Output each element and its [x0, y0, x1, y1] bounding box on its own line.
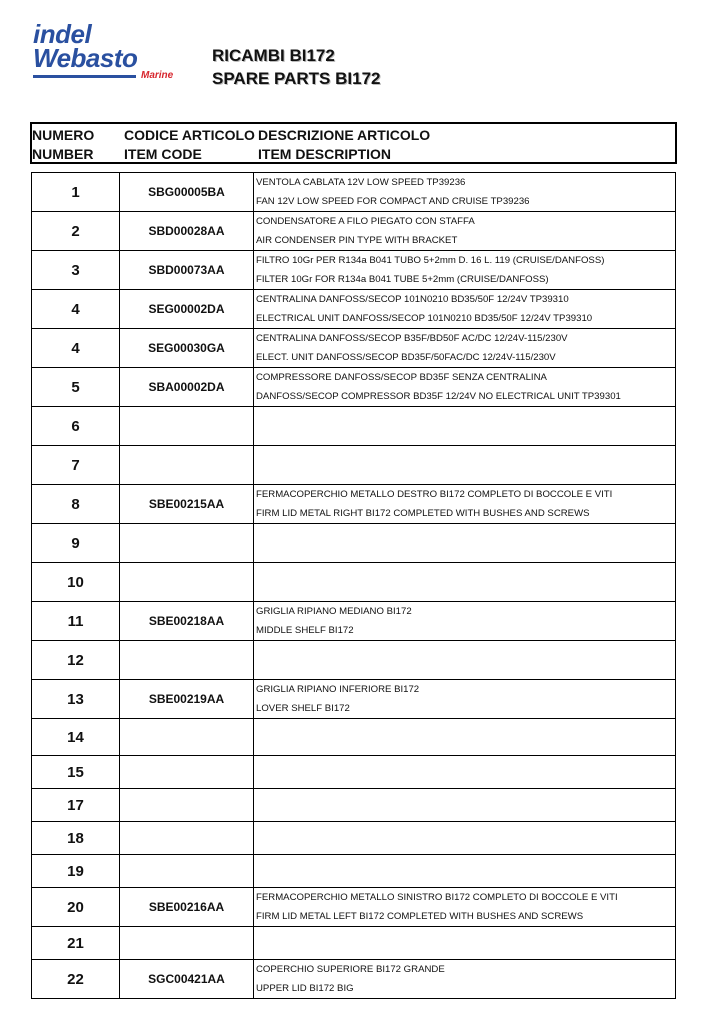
item-code: SBE00216AA: [120, 888, 254, 927]
header-desc-en: ITEM DESCRIPTION: [258, 146, 392, 162]
item-code: SEG00030GA: [120, 329, 254, 368]
header-code: [124, 126, 257, 164]
item-code: [120, 446, 254, 485]
table-row: [32, 290, 676, 329]
description-english: FILTER 10Gr FOR R134a B041 TUBE 5+2mm (CRUISE/DANFOSS): [256, 274, 549, 285]
item-code: [120, 789, 254, 822]
item-number: 4: [32, 290, 120, 329]
item-description: [254, 485, 676, 524]
description-english: ELECT. UNIT DANFOSS/SECOP BD35F/50FAC/DC 12/24V-115/230V: [256, 352, 556, 363]
item-description: [254, 329, 676, 368]
table-row: [32, 756, 676, 789]
description-english: ELECTRICAL UNIT DANFOSS/SECOP 101N0210 BD35/50F 12/24V TP39310: [256, 313, 593, 324]
item-code: [120, 855, 254, 888]
description-english: DANFOSS/SECOP COMPRESSOR BD35F 12/24V NO ELECTRICAL UNIT TP39301: [256, 391, 621, 402]
description-italian: COPERCHIO SUPERIORE BI172 GRANDE: [256, 964, 445, 975]
item-description: [254, 756, 676, 789]
item-number: 14: [32, 719, 120, 756]
item-number: 17: [32, 789, 120, 822]
table-row: [32, 251, 676, 290]
table-row: [32, 960, 676, 999]
item-number: 1: [32, 173, 120, 212]
item-number: 2: [32, 212, 120, 251]
title-english: SPARE PARTS BI172: [212, 69, 381, 88]
item-code: [120, 563, 254, 602]
title-italian: RICAMBI BI172: [212, 46, 335, 65]
item-number: 15: [32, 756, 120, 789]
item-number: 20: [32, 888, 120, 927]
item-description: [254, 212, 676, 251]
table-row: [32, 212, 676, 251]
column-header: [30, 122, 677, 164]
description-italian: VENTOLA CABLATA 12V LOW SPEED TP39236: [256, 177, 466, 188]
item-code: [120, 407, 254, 446]
description-english: AIR CONDENSER PIN TYPE WITH BRACKET: [256, 235, 458, 246]
description-italian: FERMACOPERCHIO METALLO SINISTRO BI172 COMPLETO DI BOCCOLE E VITI: [256, 892, 618, 903]
header-desc-it: DESCRIZIONE ARTICOLO: [258, 127, 431, 143]
page-title: [212, 44, 380, 90]
item-code: SBD00028AA: [120, 212, 254, 251]
item-number: 6: [32, 407, 120, 446]
item-code: [120, 756, 254, 789]
item-description: [254, 719, 676, 756]
logo-underline: [33, 75, 136, 78]
item-code: [120, 641, 254, 680]
description-english: LOVER SHELF BI172: [256, 703, 350, 714]
item-description: [254, 173, 676, 212]
table-row: [32, 173, 676, 212]
table-row: [32, 446, 676, 485]
item-number: 18: [32, 822, 120, 855]
description-italian: FERMACOPERCHIO METALLO DESTRO BI172 COMPLETO DI BOCCOLE E VITI: [256, 489, 613, 500]
item-description: [254, 368, 676, 407]
description-english: FIRM LID METAL LEFT BI172 COMPLETED WITH BUSHES AND SCREWS: [256, 911, 584, 922]
item-number: 19: [32, 855, 120, 888]
item-number: 12: [32, 641, 120, 680]
logo-line-webasto: Webasto: [33, 43, 138, 73]
item-code: [120, 927, 254, 960]
table-row: [32, 927, 676, 960]
item-description: [254, 524, 676, 563]
description-italian: CONDENSATORE A FILO PIEGATO CON STAFFA: [256, 216, 475, 227]
header-number-it: NUMERO: [32, 127, 95, 143]
description-english: FIRM LID METAL RIGHT BI172 COMPLETED WITH BUSHES AND SCREWS: [256, 508, 590, 519]
logo-line-indel: indel: [33, 19, 92, 49]
item-number: 21: [32, 927, 120, 960]
item-description: [254, 563, 676, 602]
header-code-en: ITEM CODE: [124, 146, 202, 162]
item-description: [254, 251, 676, 290]
item-description: [254, 602, 676, 641]
table-row: [32, 719, 676, 756]
item-description: [254, 960, 676, 999]
logo-tagline: Marine: [141, 70, 174, 81]
item-code: SGC00421AA: [120, 960, 254, 999]
description-english: FAN 12V LOW SPEED FOR COMPACT AND CRUISE TP39236: [256, 196, 530, 207]
table-row: [32, 602, 676, 641]
item-description: [254, 680, 676, 719]
item-number: 10: [32, 563, 120, 602]
item-number: 13: [32, 680, 120, 719]
item-number: 3: [32, 251, 120, 290]
description-english: MIDDLE SHELF BI172: [256, 625, 354, 636]
item-code: [120, 524, 254, 563]
header-number-en: NUMBER: [32, 146, 94, 162]
item-code: SEG00002DA: [120, 290, 254, 329]
item-code: SBA00002DA: [120, 368, 254, 407]
item-description: [254, 290, 676, 329]
description-italian: CENTRALINA DANFOSS/SECOP B35F/BD50F AC/DC 12/24V-115/230V: [256, 333, 568, 344]
item-code: SBD00073AA: [120, 251, 254, 290]
item-number: 8: [32, 485, 120, 524]
item-description: [254, 641, 676, 680]
table-row: [32, 641, 676, 680]
item-number: 5: [32, 368, 120, 407]
description-italian: CENTRALINA DANFOSS/SECOP 101N0210 BD35/50F 12/24V TP39310: [256, 294, 569, 305]
item-description: [254, 446, 676, 485]
description-italian: GRIGLIA RIPIANO INFERIORE BI172: [256, 684, 420, 695]
description-italian: COMPRESSORE DANFOSS/SECOP BD35F SENZA CENTRALINA: [256, 372, 547, 383]
brand-logo: [33, 20, 183, 84]
table-row: [32, 888, 676, 927]
item-description: [254, 888, 676, 927]
item-description: [254, 822, 676, 855]
item-description: [254, 407, 676, 446]
description-english: UPPER LID BI172 BIG: [256, 983, 354, 994]
item-description: [254, 789, 676, 822]
item-description: [254, 855, 676, 888]
table-row: [32, 789, 676, 822]
table-row: [32, 407, 676, 446]
table-row: [32, 329, 676, 368]
item-description: [254, 927, 676, 960]
item-code: [120, 822, 254, 855]
item-number: 7: [32, 446, 120, 485]
header-number: [32, 126, 122, 164]
table-row: [32, 524, 676, 563]
header-code-it: CODICE ARTICOLO: [124, 127, 255, 143]
table-row: [32, 563, 676, 602]
table-row: [32, 680, 676, 719]
table-row: [32, 368, 676, 407]
description-italian: FILTRO 10Gr PER R134a B041 TUBO 5+2mm D. 16 L. 119 (CRUISE/DANFOSS): [256, 255, 605, 266]
item-number: 9: [32, 524, 120, 563]
table-row: [32, 485, 676, 524]
item-code: SBG00005BA: [120, 173, 254, 212]
item-code: [120, 719, 254, 756]
table-row: [32, 822, 676, 855]
spare-parts-table: [31, 172, 676, 999]
table-row: [32, 855, 676, 888]
header-description: [258, 126, 658, 164]
item-code: SBE00218AA: [120, 602, 254, 641]
description-italian: GRIGLIA RIPIANO MEDIANO BI172: [256, 606, 412, 617]
item-code: SBE00219AA: [120, 680, 254, 719]
item-code: SBE00215AA: [120, 485, 254, 524]
item-number: 11: [32, 602, 120, 641]
item-number: 4: [32, 329, 120, 368]
item-number: 22: [32, 960, 120, 999]
